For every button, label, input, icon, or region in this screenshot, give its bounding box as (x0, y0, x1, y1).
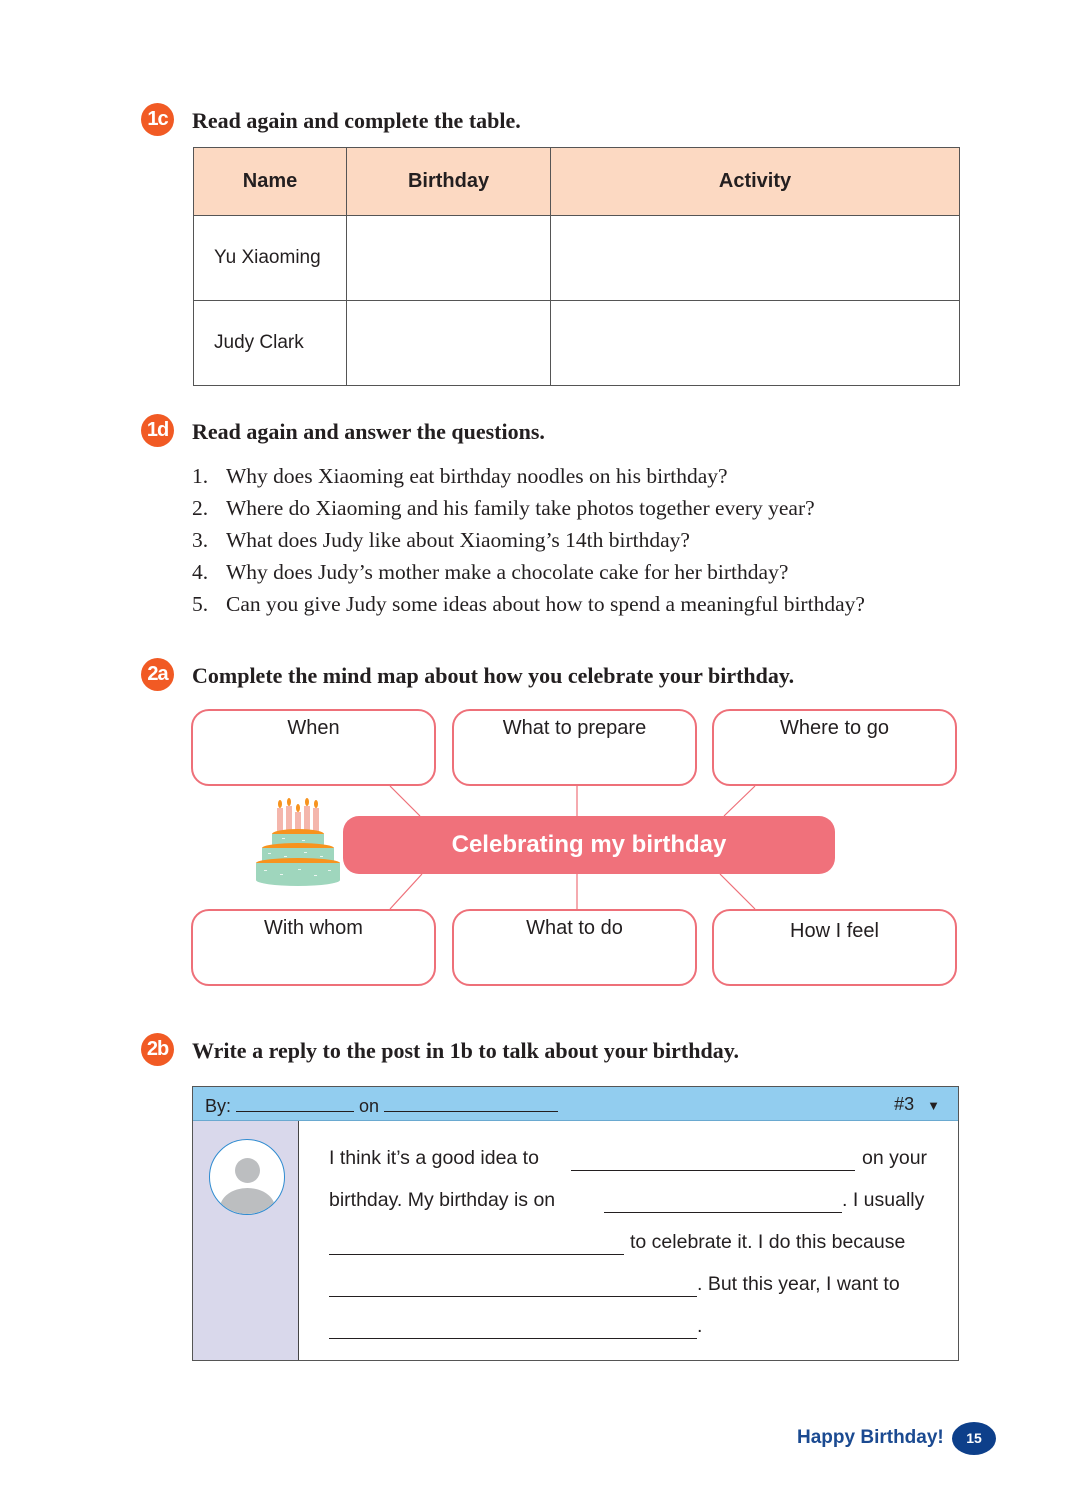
post-line: . But this year, I want to (329, 1273, 935, 1315)
date-input[interactable] (384, 1094, 558, 1112)
post-line: birthday. My birthday is on . I usually (329, 1189, 925, 1211)
mind-map-box-when[interactable]: When (191, 709, 436, 786)
section-heading-2a: Complete the mind map about how you celebrate your birthday. (192, 663, 795, 688)
post-line: to celebrate it. I do this because (329, 1231, 935, 1273)
post-body (329, 1147, 935, 1357)
cell-name: Yu Xiaoming (194, 216, 347, 301)
by-label: By: (205, 1096, 232, 1116)
post-sidebar (193, 1121, 299, 1360)
dropdown-arrow-icon[interactable]: ▼ (927, 1098, 940, 1113)
author-input[interactable] (236, 1094, 354, 1112)
birthday-table (193, 147, 960, 386)
post-header (193, 1087, 958, 1121)
blank-input[interactable] (604, 1193, 842, 1213)
on-label: on (359, 1096, 380, 1116)
column-header-birthday: Birthday (347, 148, 551, 216)
column-header-activity: Activity (551, 148, 960, 216)
section-heading-1c: Read again and complete the table. (192, 108, 521, 133)
mind-map-box-where-to-go[interactable]: Where to go (712, 709, 957, 786)
mind-map-box-what-to-do[interactable]: What to do (452, 909, 697, 986)
post-line: . (329, 1315, 935, 1357)
user-avatar-icon (209, 1139, 285, 1215)
reply-post (192, 1086, 959, 1361)
question-item: 4. Why does Judy’s mother make a chocolate cake for her birthday? (192, 560, 789, 584)
blank-input[interactable] (329, 1235, 624, 1255)
blank-input[interactable] (329, 1319, 697, 1339)
cell-birthday-input[interactable] (347, 216, 551, 301)
unit-title: Happy Birthday! (797, 1427, 944, 1448)
cell-birthday-input[interactable] (347, 301, 551, 386)
section-heading-2b: Write a reply to the post in 1b to talk about your birthday. (192, 1038, 740, 1063)
question-list (192, 460, 865, 620)
table-row (194, 301, 960, 386)
cell-name: Judy Clark (194, 301, 347, 386)
question-item: 3. What does Judy like about Xiaoming’s 14th birthday? (192, 528, 690, 552)
section-badge-1c: 1c (141, 103, 174, 136)
page-number: 15 (952, 1422, 996, 1455)
blank-input[interactable] (329, 1277, 697, 1297)
birthday-cake-icon (254, 796, 344, 888)
section-badge-1d: 1d (141, 414, 174, 447)
table-row (194, 216, 960, 301)
table-header-row (194, 148, 960, 216)
mind-map-center: Celebrating my birthday (343, 816, 835, 874)
section-heading-1d: Read again and answer the questions. (192, 419, 545, 444)
section-badge-2a: 2a (141, 658, 174, 691)
mind-map-box-how-i-feel[interactable]: How I feel (712, 909, 957, 986)
cell-activity-input[interactable] (551, 301, 960, 386)
question-item: 5. Can you give Judy some ideas about how to spend a meaningful birthday? (192, 592, 865, 616)
question-item: 1. Why does Xiaoming eat birthday noodles on his birthday? (192, 464, 728, 488)
post-number[interactable]: #3 ▼ (894, 1094, 940, 1114)
column-header-name: Name (194, 148, 347, 216)
cell-activity-input[interactable] (551, 216, 960, 301)
blank-input[interactable] (571, 1151, 855, 1171)
section-badge-2b: 2b (141, 1033, 174, 1066)
mind-map-box-what-to-prepare[interactable]: What to prepare (452, 709, 697, 786)
post-line: I think it’s a good idea to on your (329, 1147, 928, 1169)
mind-map-box-with-whom[interactable]: With whom (191, 909, 436, 986)
question-item: 2. Where do Xiaoming and his family take photos together every year? (192, 496, 815, 520)
